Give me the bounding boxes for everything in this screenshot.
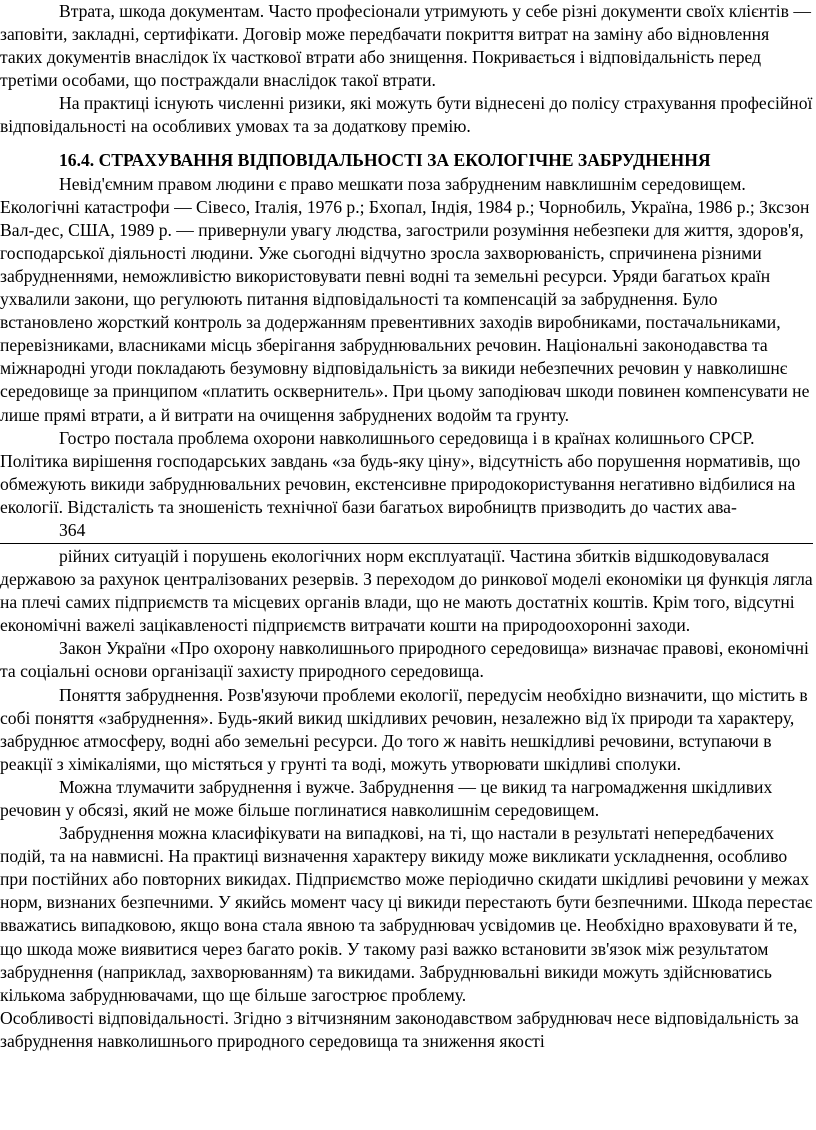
paragraph-environmental-law: Закон України «Про охорону навколишнього природного середовища» визначає правові, економічні та соціальні основи організації захисту природного середовища.	[0, 638, 809, 682]
paragraph-narrow-definition: Можна тлумачити забруднення і вужче. Забруднення — це викид та нагромадження шкідливих речовин у обсязі, який не може більше поглинатися навколишнім середовищем.	[0, 776, 773, 820]
paragraph-accident-situations: рійних ситуацій і порушень екологічних норм експлуатації. Частина збитків відшкодовувалася державою за рахунок централізованих резервів. З переходом до ринкової моделі економіки ця функція лягла на плечі самих підприємств та місцевих органів влади, що не мають достатніх коштів. Крім того, відсутні економічні важелі зацікавленості підприємств витрачати кошти на природоохоронні заходи.	[0, 545, 813, 636]
paragraph-document-loss: Втрата, шкода документам. Часто професіонали утримують у себе різні документи своїх клієнтів — заповіти, закладні, сертифікати. Договір може передбачати покриття витрат на заміну або відновлення таких документів внаслідок їх часткової втрати або знищення. Покривається і відповідальність перед третіми особами, що постраждали внаслідок такої втрати.	[0, 1, 811, 91]
paragraph-ussr-environment-problem: Гостро постала проблема охорони навколишнього середовища і в країнах колишнього СРСР. Політика вирішення господарських завдань «за будь-яку ціну», відсутність або порушення нормативів, що обмежують викиди забруднювальних речовин, екстенсивне природокористування негативно відбилися на екології. Відсталість та зношеність технічної бази багатьох виробництв призводить до частих ава-	[0, 427, 801, 517]
page-continuation	[0, 545, 813, 1053]
paragraph-liability-features: Особливості відповідальності. Згідно з вітчизняним законодавством забруднювач несе відповідальність за забруднення навколишнього природного середовища та зниження якості	[0, 1007, 799, 1051]
paragraph-pollution-concept: Поняття забруднення. Розв'язуючи проблеми екології, передусім необхідно визначити, що містить в собі поняття «забруднення». Будь-який викид шкідливих речовин, незалежно від їх природи та характеру, забруднює атмосферу, водні або земельні ресурси. До того ж навіть нешкідливі речовини, вступаючи в реакції з хімікаліями, що містяться у грунті та воді, можуть утворювати шкідливі сполуки.	[0, 684, 808, 774]
page-divider	[0, 543, 813, 544]
paragraph-pollution-classification: Забруднення можна класифікувати на випадкові, на ті, що настали в результаті непередбачених подій, та на навмисні. На практиці визначення характеру викиду може викликати ускладнення, особливо при постійних або повторних викидах. Підприємство може періодично скидати шкідливі речовини у межах норм, визнаних безпечними. У якийсь момент часу ці викиди перестають бути безпечними. Шкода перестає вважатись випадковою, якщо вона стала явною та забруднювач усвідомив це. Необхідно враховувати й те, що шкода може виявитися через багато років. У такому разі важко встановити зв'язок між результатом забруднення (наприклад, захворюванням) та викидами. Забруднювальні викиди можуть здійснюватись кількома забруднювачами, що ще більше загострює проблему.	[0, 823, 813, 1005]
section-heading: 16.4. СТРАХУВАННЯ ВІДПОВІДАЛЬНОСТІ ЗА ЕКОЛОГІЧНЕ ЗАБРУДНЕННЯ	[59, 149, 711, 170]
page-number: 364	[59, 519, 86, 540]
paragraph-special-risks: На практиці існують численні ризики, які можуть бути віднесені до полісу страхування професійної відповідальності на особливих умовах та за додаткову премію.	[0, 93, 813, 137]
paragraph-right-to-clean-environment: Невід'ємним правом людини є право мешкати поза забрудненим навклишнім середовищем. Екологічні катастрофи — Сівесо, Італія, 1976 р.; Бхопал, Індія, 1984 р.; Чорнобиль, Україна, 1986 р.; Зксзон Вал-дес, США, 1989 р. — привернули увагу людства, загострили розуміння небезпеки для життя, здоров'я, господарської діяльності людини. Уже сьогодні відчутно зросла захворюваність, спричинена різними забрудненнями, неможливістю використовувати певні водні та земельні ресурси. Уряди багатьох країн ухвалили закони, що регулюють питання відповідальності та компенсацій за забруднення. Було встановлено жорсткий контроль за додержанням превентивних заходів виробниками, постачальниками, перевізниками, власниками місць зберігання забруднювальних речовин. Національні законодавства та міжнародні угоди покладають безумовну відповідальність за викиди небезпечних речовин у навколишнє середовище за принципом «платить осквернитель». При цьому заподіювач шкоди повинен компенсувати не лише прямі втрати, а й витрати на очищення забруднених водойм та грунту.	[0, 173, 810, 425]
